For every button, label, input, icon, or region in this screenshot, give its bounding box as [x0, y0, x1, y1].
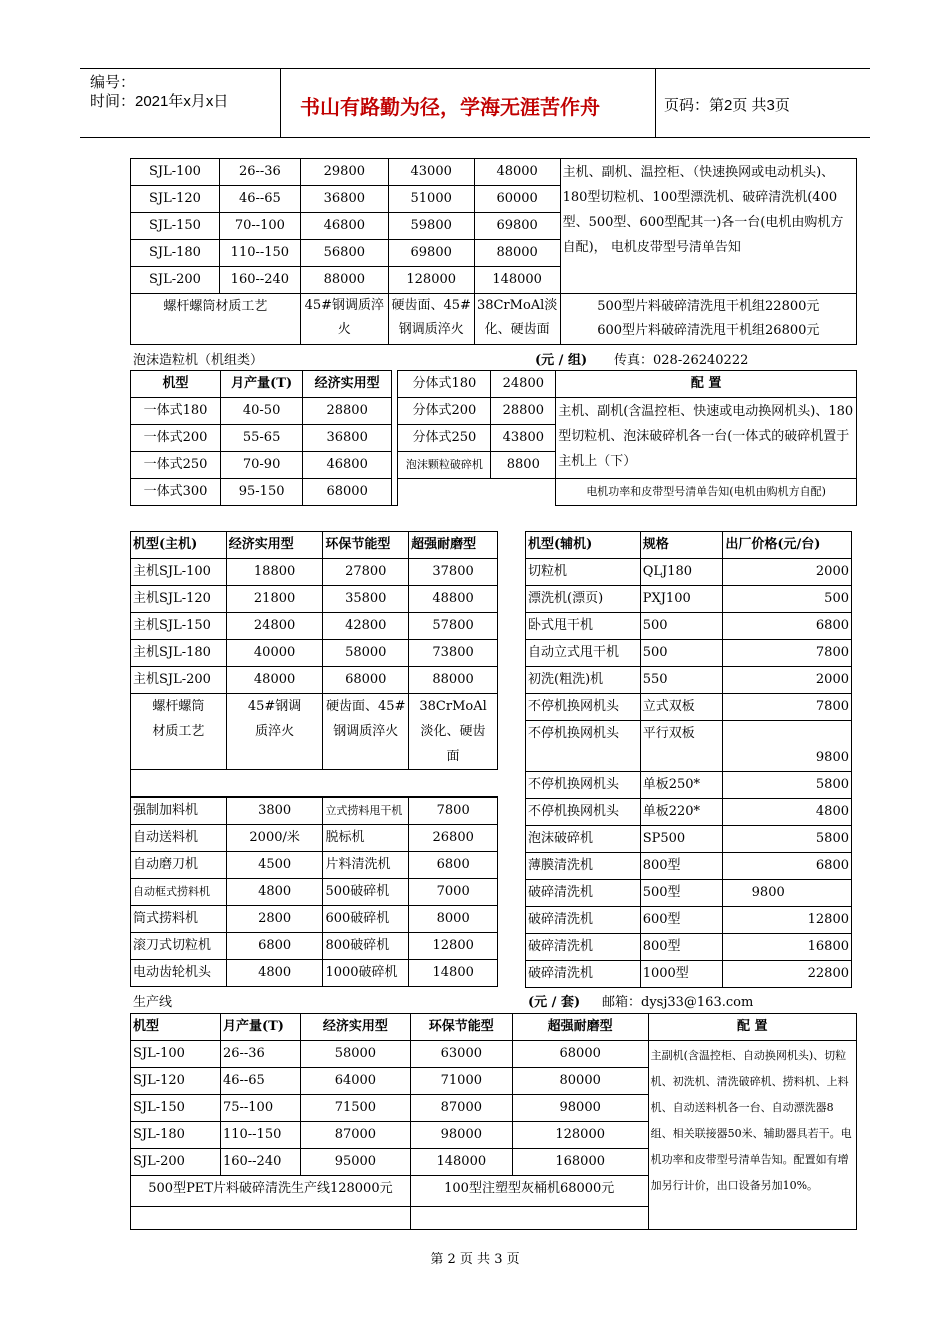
- page-footer: 第 2 页 共 3 页: [430, 1252, 520, 1267]
- foam-title: 泡沫造粒机（机组类）: [133, 353, 264, 368]
- table-row: [526, 694, 852, 721]
- cell: 一体式250: [131, 452, 221, 479]
- material-2: 硬齿面、45#钢调质淬火: [388, 294, 474, 345]
- col-header: 月产量(T): [221, 371, 303, 398]
- cell: 漂洗机(漂页): [526, 586, 641, 613]
- empty-cell: [398, 479, 556, 506]
- cell: 3800: [226, 798, 323, 825]
- cell: 68000: [512, 1041, 648, 1068]
- material-2: 硬齿面、45#钢调质淬火: [323, 694, 409, 770]
- cell: 43000: [388, 159, 474, 186]
- cell: SJL-120: [131, 1068, 221, 1095]
- motto: 书山有路勤为径，学海无涯苦作舟: [300, 95, 600, 119]
- cell: 75--100: [220, 1095, 300, 1122]
- foam-table: [130, 370, 857, 506]
- table-row: [526, 721, 852, 772]
- cell: 立式双板: [640, 694, 723, 721]
- col-header: 环保节能型: [323, 532, 409, 559]
- cell: 分体式180: [398, 371, 491, 398]
- production-line-table: [130, 1013, 857, 1230]
- prod-title: 生产线: [133, 995, 173, 1010]
- cell: 51000: [388, 186, 474, 213]
- empty-row: [131, 770, 498, 797]
- cell: 48000: [474, 159, 560, 186]
- material-3: 38CrMoAl淡化、硬齿面: [474, 294, 560, 345]
- table-row: [131, 933, 498, 960]
- cell: SJL-200: [131, 267, 220, 294]
- cell: 4800: [723, 799, 852, 826]
- cell: 脱标机: [323, 825, 409, 852]
- cell: 36800: [303, 425, 392, 452]
- cell: 95000: [300, 1149, 410, 1176]
- cell: 21800: [226, 586, 323, 613]
- material-label: 螺杆螺筒材质工艺: [131, 294, 301, 345]
- line-price-2: 600型片料破碎清洗甩干机组26800元: [597, 323, 820, 338]
- cell: 2000: [723, 559, 852, 586]
- cell: 40-50: [221, 398, 303, 425]
- cell: 68000: [303, 479, 392, 506]
- cell: 24800: [226, 613, 323, 640]
- config-cell: 主副机(含温控柜、自动换网机头)、切粒机、初洗机、清洗破碎机、捞料机、上料机、自动送料机各一台、自动漂洗器8组、相关联接器50米、辅助器具若干。电机功率和皮带型号清单告知。配置如有增加另行计价，出口设备另加10%。: [648, 1041, 856, 1230]
- cell: 9800: [723, 721, 852, 772]
- table-row: [131, 879, 498, 906]
- cell: 16800: [723, 934, 852, 961]
- foam-unit: (元 / 组): [535, 353, 588, 368]
- cell: 160--240: [219, 267, 300, 294]
- pet-line-price: 500型PET片料破碎清洗生产线128000元: [131, 1176, 411, 1207]
- table-row: [526, 934, 852, 961]
- col-header: 机型(辅机): [526, 532, 641, 559]
- cell: 800破碎机: [323, 933, 409, 960]
- col-header: 超强耐磨型: [512, 1014, 648, 1041]
- code-label: 编号：: [90, 74, 136, 91]
- table-row: [131, 294, 857, 345]
- cell: 卧式甩干机: [526, 613, 641, 640]
- cell: 单板220*: [640, 799, 723, 826]
- cell: 26--36: [219, 159, 300, 186]
- config-cell: 主机、副机、温控柜、（快速换网或电动机头)、180型切粒机、100型漂洗机、破碎清洗机(400型、500型、600型配其一)各一台(电机由购机方自配)， 电机皮带型号清单告知: [560, 159, 856, 294]
- col-header: 出厂价格(元/台): [723, 532, 852, 559]
- cell: 29800: [300, 159, 388, 186]
- cell: 6800: [409, 852, 498, 879]
- cell: 1000破碎机: [323, 960, 409, 987]
- header-divider: [280, 69, 281, 137]
- cell: 5800: [723, 772, 852, 799]
- table-row: [526, 667, 852, 694]
- cell: 37800: [409, 559, 498, 586]
- material-3: 38CrMoAl淡化、硬齿面: [409, 694, 498, 770]
- cell: 破碎清洗机: [526, 907, 641, 934]
- header-divider: [655, 69, 656, 137]
- col-header: 环保节能型: [410, 1014, 512, 1041]
- cell: 48000: [226, 667, 323, 694]
- cell: 破碎清洗机: [526, 961, 641, 988]
- cell: 600型: [640, 907, 723, 934]
- cell: 7000: [409, 879, 498, 906]
- cell: 26--36: [220, 1041, 300, 1068]
- cell: 14800: [409, 960, 498, 987]
- cell: 立式捞料甩干机: [323, 798, 409, 825]
- cell: 7800: [723, 694, 852, 721]
- table-row: [526, 853, 852, 880]
- cell: 98000: [512, 1095, 648, 1122]
- table-row: [526, 961, 852, 988]
- table-row: [526, 532, 852, 559]
- cell: 58000: [300, 1041, 410, 1068]
- cell: 初洗(粗洗)机: [526, 667, 641, 694]
- cell: 148000: [474, 267, 560, 294]
- col-header: 经济实用型: [226, 532, 323, 559]
- cell: 28800: [303, 398, 392, 425]
- cell: 自动磨刀机: [131, 852, 227, 879]
- prod-email: 邮箱：dysj33@163.com: [602, 995, 754, 1010]
- table-row: [526, 559, 852, 586]
- page-label: 页码：第2页 共3页: [664, 97, 790, 114]
- cell: 500: [640, 613, 723, 640]
- cell: 不停机换网机头: [526, 772, 641, 799]
- empty-cell: [131, 1207, 411, 1230]
- table-row: [131, 640, 498, 667]
- cell: 自动框式捞料机: [131, 879, 227, 906]
- table-row: [526, 640, 852, 667]
- table-row: [131, 852, 498, 879]
- cell: 160--240: [220, 1149, 300, 1176]
- table-row: [131, 1041, 857, 1068]
- cell: 63000: [410, 1041, 512, 1068]
- cell: 8800: [491, 452, 556, 479]
- cell: 分体式200: [398, 398, 491, 425]
- cell: 128000: [512, 1122, 648, 1149]
- cell: 46--65: [219, 186, 300, 213]
- cell: 98000: [410, 1122, 512, 1149]
- cell: 87000: [300, 1122, 410, 1149]
- cell: 不停机换网机头: [526, 799, 641, 826]
- cell: 64000: [300, 1068, 410, 1095]
- cell: 分体式250: [398, 425, 491, 452]
- cell: 不停机换网机头: [526, 694, 641, 721]
- cell: 一体式200: [131, 425, 221, 452]
- cell: SJL-180: [131, 240, 220, 267]
- cell: 片料清洗机: [323, 852, 409, 879]
- cell: 73800: [409, 640, 498, 667]
- cell: PXJ100: [640, 586, 723, 613]
- foam-fax: 传真：028-26240222: [614, 353, 749, 368]
- cell: 22800: [723, 961, 852, 988]
- table-row: [526, 613, 852, 640]
- cell: 主机SJL-120: [131, 586, 227, 613]
- table-row: [131, 586, 498, 613]
- cell: 一体式300: [131, 479, 221, 506]
- cell: 500: [723, 586, 852, 613]
- cell: 24800: [491, 371, 556, 398]
- cell: SJL-150: [131, 213, 220, 240]
- empty-cell: [410, 1207, 648, 1230]
- cell: 71500: [300, 1095, 410, 1122]
- cell: 5800: [723, 826, 852, 853]
- cell: 95-150: [221, 479, 303, 506]
- table-row: [131, 371, 857, 398]
- cell: 88000: [409, 667, 498, 694]
- cell: 48800: [409, 586, 498, 613]
- cell: 46--65: [220, 1068, 300, 1095]
- table-row: [131, 906, 498, 933]
- cell: 600破碎机: [323, 906, 409, 933]
- cell: 18800: [226, 559, 323, 586]
- cell: 69800: [474, 213, 560, 240]
- table-row: [526, 880, 852, 907]
- material-label: 螺杆螺筒材质工艺: [131, 694, 227, 770]
- cell: 71000: [410, 1068, 512, 1095]
- cell: 46800: [303, 452, 392, 479]
- cell: 800型: [640, 853, 723, 880]
- cell: SJL-150: [131, 1095, 221, 1122]
- material-1: 45#钢调质淬火: [300, 294, 388, 345]
- table-row: [131, 667, 498, 694]
- cell: 平行双板: [640, 721, 723, 772]
- col-header: 规格: [640, 532, 723, 559]
- cell: 35800: [323, 586, 409, 613]
- table-row: [526, 799, 852, 826]
- cell: 43800: [491, 425, 556, 452]
- table-row: [131, 770, 498, 797]
- cell: 56800: [300, 240, 388, 267]
- cell: 500: [640, 640, 723, 667]
- col-header: 机型(主机): [131, 532, 227, 559]
- config-header: 配 置: [648, 1014, 856, 1041]
- cell: 60000: [474, 186, 560, 213]
- table-row: [131, 694, 498, 770]
- cell: 55-65: [221, 425, 303, 452]
- cell: 一体式180: [131, 398, 221, 425]
- table-row: [526, 826, 852, 853]
- cell: 1000型: [640, 961, 723, 988]
- cell: 2000/米: [226, 825, 323, 852]
- cell: 单板250*: [640, 772, 723, 799]
- table-row: [526, 907, 852, 934]
- cell: 泡沫破碎机: [526, 826, 641, 853]
- table-row: [526, 772, 852, 799]
- cell: 70-90: [221, 452, 303, 479]
- cell: 筒式捞料机: [131, 906, 227, 933]
- material-1: 45#钢调质淬火: [226, 694, 323, 770]
- cell: 破碎清洗机: [526, 934, 641, 961]
- cell: 58000: [323, 640, 409, 667]
- table-row: [526, 586, 852, 613]
- cell: 40000: [226, 640, 323, 667]
- cell: 28800: [491, 398, 556, 425]
- cell: 不停机换网机头: [526, 721, 641, 772]
- cell: 110--150: [220, 1122, 300, 1149]
- cell: 88000: [300, 267, 388, 294]
- cell: 8000: [409, 906, 498, 933]
- cell: 4800: [226, 879, 323, 906]
- cell: SJL-100: [131, 159, 220, 186]
- cell: 500型: [640, 880, 723, 907]
- cell: 12800: [723, 907, 852, 934]
- cell: 70--100: [219, 213, 300, 240]
- cell: 破碎清洗机: [526, 880, 641, 907]
- table-row: [131, 1014, 857, 1041]
- cell: 2800: [226, 906, 323, 933]
- cell: 6800: [723, 613, 852, 640]
- cell: 168000: [512, 1149, 648, 1176]
- price-table-1: [130, 158, 857, 345]
- cell: 110--150: [219, 240, 300, 267]
- table-row: [131, 479, 857, 506]
- bucket-machine-price: 100型注塑型灰桶机68000元: [410, 1176, 648, 1207]
- cell: 27800: [323, 559, 409, 586]
- cell: 550: [640, 667, 723, 694]
- config-cell: 主机、副机(含温控柜、快速或电动换网机头)、180型切粒机、泡沫破碎机各一台(一体式的破碎机置于主机上（下）: [556, 398, 857, 479]
- cell: 主机SJL-150: [131, 613, 227, 640]
- cell: 500破碎机: [323, 879, 409, 906]
- cell: 自动立式甩干机: [526, 640, 641, 667]
- cell: 59800: [388, 213, 474, 240]
- table-row: [131, 532, 498, 559]
- cell: 切粒机: [526, 559, 641, 586]
- extra-machine-table: [130, 797, 498, 987]
- cell: 42800: [323, 613, 409, 640]
- cell: 69800: [388, 240, 474, 267]
- cell: 9800: [723, 880, 852, 907]
- cell: SJL-100: [131, 1041, 221, 1068]
- cell: 4500: [226, 852, 323, 879]
- main-machine-table: [130, 531, 498, 797]
- cell: 7800: [723, 640, 852, 667]
- time-label: 时间：2021年x月x日: [90, 93, 229, 110]
- table-row: [131, 798, 498, 825]
- aux-machine-table: [525, 531, 852, 988]
- cell: SP500: [640, 826, 723, 853]
- cell: 12800: [409, 933, 498, 960]
- cell: 87000: [410, 1095, 512, 1122]
- cell: 68000: [323, 667, 409, 694]
- cell: 薄膜清洗机: [526, 853, 641, 880]
- cell: 2000: [723, 667, 852, 694]
- cell: SJL-120: [131, 186, 220, 213]
- cell: 128000: [388, 267, 474, 294]
- cell: 滚刀式切粒机: [131, 933, 227, 960]
- col-header: 机型: [131, 371, 221, 398]
- cell: 26800: [409, 825, 498, 852]
- cell: SJL-180: [131, 1122, 221, 1149]
- cell: 36800: [300, 186, 388, 213]
- col-header: 月产量(T): [220, 1014, 300, 1041]
- cell: 7800: [409, 798, 498, 825]
- cell: 88000: [474, 240, 560, 267]
- col-header: 机型: [131, 1014, 221, 1041]
- foam-note: 电机功率和皮带型号清单告知(电机由购机方自配): [556, 479, 857, 506]
- cell: 6800: [723, 853, 852, 880]
- cell: 800型: [640, 934, 723, 961]
- table-row: [131, 825, 498, 852]
- cell: 6800: [226, 933, 323, 960]
- line-prices: [560, 294, 856, 345]
- cell: 主机SJL-200: [131, 667, 227, 694]
- table-row: [131, 613, 498, 640]
- cell: QLJ180: [640, 559, 723, 586]
- col-header: 超强耐磨型: [409, 532, 498, 559]
- cell: 4800: [226, 960, 323, 987]
- col-header: 经济实用型: [300, 1014, 410, 1041]
- table-row: [131, 960, 498, 987]
- cell: 57800: [409, 613, 498, 640]
- cell: 主机SJL-180: [131, 640, 227, 667]
- cell: 主机SJL-100: [131, 559, 227, 586]
- config-header: 配 置: [556, 371, 857, 398]
- cell: 自动送料机: [131, 825, 227, 852]
- table-row: [131, 398, 857, 425]
- cell: 电动齿轮机头: [131, 960, 227, 987]
- cell: 80000: [512, 1068, 648, 1095]
- line-price-1: 500型片料破碎清洗甩干机组22800元: [597, 299, 820, 314]
- cell: 强制加料机: [131, 798, 227, 825]
- cell: 148000: [410, 1149, 512, 1176]
- cell: 泡沫颗粒破碎机: [398, 452, 491, 479]
- col-header: 经济实用型: [303, 371, 392, 398]
- prod-unit: (元 / 套): [528, 995, 581, 1010]
- table-row: [131, 159, 857, 186]
- cell: 46800: [300, 213, 388, 240]
- table-row: [131, 559, 498, 586]
- cell: SJL-200: [131, 1149, 221, 1176]
